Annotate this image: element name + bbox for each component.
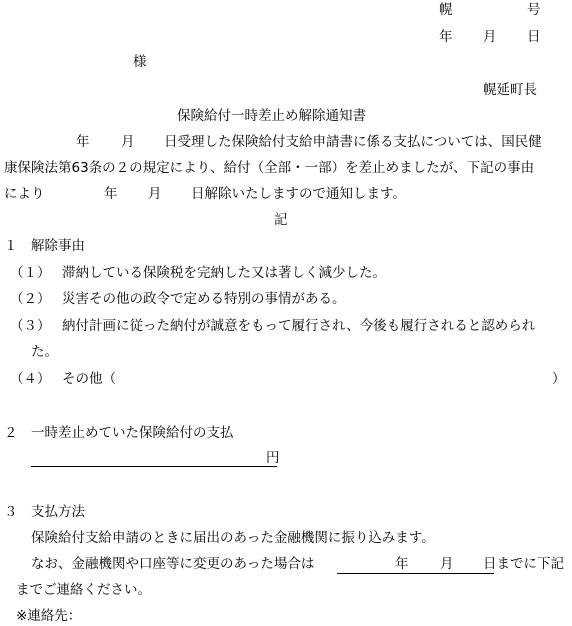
intro-line-3-year: 年 [104, 186, 118, 202]
section3-number: ３ [4, 504, 18, 520]
payment-method-line-1: 保険給付支給申請のときに届出のあった金融機関に振り込みます。 [31, 530, 435, 546]
ki-label: 記 [274, 212, 288, 228]
intro-line-2: 康保険法第63条の２の規定により、給付（全部・一部）を差止めましたが、下記の事由 [4, 160, 535, 176]
section1-heading: 解除事由 [31, 238, 85, 254]
payment-method-line-3: までご連絡ください。 [16, 582, 151, 598]
reason-item-text: その他（ [62, 371, 116, 387]
sender-title: 幌延町長 [483, 82, 537, 98]
intro-year-label: 年 [76, 134, 90, 150]
date-day-label: 日 [527, 29, 541, 45]
reason-item-number: （２） [10, 291, 51, 307]
reason-item-text-continued: た。 [31, 344, 58, 360]
reason-item-number: （１） [10, 265, 51, 281]
reason-item-text: 納付計画に従った納付が誠意をもって履行され、今後も履行されると認められ [62, 318, 536, 334]
payment-deadline-day-text: 日までに下記 [483, 556, 564, 572]
date-year-label: 年 [439, 29, 453, 45]
intro-month-label: 月 [121, 134, 135, 150]
payment-deadline-year: 年 [395, 556, 409, 572]
section3-heading: 支払方法 [31, 504, 85, 520]
intro-line-3-text: 日解除いたしますので通知します。 [191, 186, 406, 202]
other-reason-close-paren: ） [552, 371, 566, 387]
payment-deadline-month: 月 [440, 556, 454, 572]
section2-heading: 一時差止めていた保険給付の支払 [31, 425, 234, 441]
reason-item-text: 災害その他の政令で定める特別の事情がある。 [62, 291, 346, 307]
section1-number: １ [4, 238, 18, 254]
payment-method-line-2-prefix: なお、金融機関や口座等に変更のあった場合は [31, 556, 315, 572]
reason-item-number: （３） [10, 318, 51, 334]
contact-label: ※連絡先： [16, 608, 82, 624]
date-month-label: 月 [483, 29, 497, 45]
intro-line-3-month: 月 [148, 186, 162, 202]
amount-blank-line [31, 466, 277, 467]
intro-line-1: 日受理した保険給付支給申請書に係る支払については、国民健 [164, 134, 542, 150]
deadline-date-underline [337, 573, 494, 574]
intro-line-3-prefix: により [4, 186, 45, 202]
section2-number: ２ [4, 425, 18, 441]
document-number-prefix: 幌 [439, 2, 453, 18]
amount-unit: 円 [266, 450, 280, 466]
reason-item-text: 滞納している保険税を完納した又は著しく減少した。 [62, 265, 386, 281]
addressee-suffix: 様 [133, 54, 147, 70]
document-title: 保険給付一時差止め解除通知書 [177, 108, 366, 124]
document-number-suffix: 号 [527, 2, 541, 18]
reason-item-number: （４） [10, 371, 51, 387]
